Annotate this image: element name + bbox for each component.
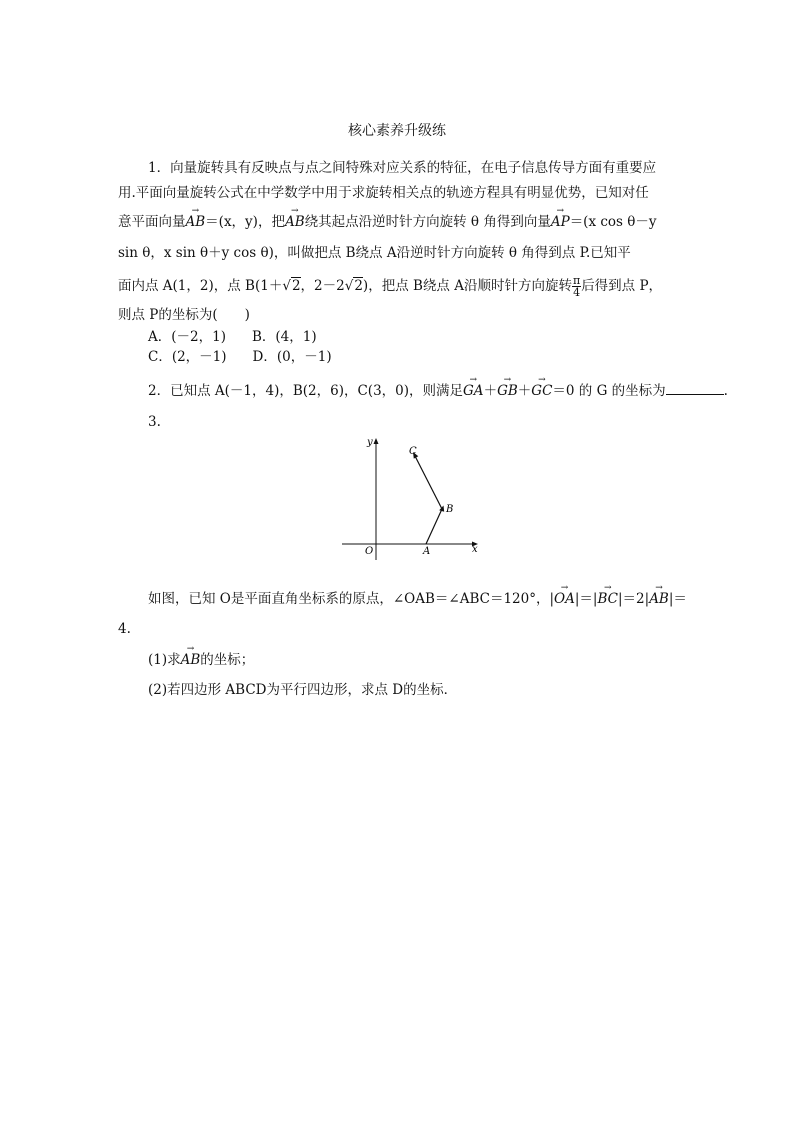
label-x: x (472, 544, 478, 555)
q3-sub1-b: 的坐标； (200, 652, 255, 668)
q3-number: 3. (148, 414, 161, 430)
q1-line3 (118, 212, 678, 232)
q2-plus-2: ＋ (517, 383, 532, 399)
vector-ab-sub1: → AB (181, 650, 201, 670)
page-title: 核心素养升级练 (348, 123, 446, 139)
q3-sub1 (148, 650, 708, 670)
vector-ga: → GA (463, 381, 484, 401)
q1-line3-d: ＝(x cos θ－y (569, 214, 657, 230)
y-axis-arrow (374, 438, 379, 444)
vector-gc: → GC (531, 381, 552, 401)
vector-ab-2: → AB (285, 212, 305, 232)
sqrt-2: 2 (291, 278, 301, 294)
q3-line1-a: 如图，已知 O是平面直角坐标系的原点，∠OAB＝∠ABC＝120°，| (148, 591, 555, 607)
q2-text-b: ＝0 的 G 的坐标为 (552, 383, 666, 399)
q1-line5-a: 面内点 A(1，2)，点 B(1＋ (118, 278, 283, 294)
fraction-pi-over-4 (572, 275, 581, 298)
q1-line5-c: )，把点 B绕点 A沿顺时针方向旋转 (362, 278, 572, 294)
vector-oa: → OA (554, 589, 575, 609)
segment-ab (426, 509, 442, 544)
vector-ab: → AB (186, 212, 206, 232)
q1-line3-a: 意平面向量 (118, 214, 186, 230)
vector-gb: → GB (497, 381, 518, 401)
vector-ab-q3: → AB (649, 589, 669, 609)
label-c: C (409, 446, 417, 457)
q2-text (148, 381, 728, 401)
q2-text-a: 2．已知点 A(－1，4)，B(2，6)，C(3，0)，则满足 (148, 383, 464, 399)
option-b: B．(4，1) (251, 329, 317, 345)
q3-line1-b: |＝| (574, 591, 598, 607)
q1-line1: 1．向量旋转具有反映点与点之间特殊对应关系的特征，在电子信息传导方面有重要应 (148, 160, 657, 176)
q2-plus-1: ＋ (483, 383, 498, 399)
segment-bc (415, 456, 442, 509)
option-c: C．(2，－1) (148, 349, 227, 365)
coordinate-figure (338, 432, 488, 562)
q1-line5: 面内点 A(1，2)，点 B(1＋√2，2－2√2)，把点 B绕点 A沿顺时针方向旋转 $\frac{\pi}{4}$ 后得到点 P， (118, 274, 663, 299)
q1-line3-b: ＝(x，y)，把 (205, 214, 285, 230)
q3-line1-d: |＝ (668, 591, 687, 607)
label-o: O (365, 546, 374, 557)
q3-line1 (148, 589, 708, 609)
q1-line6: 则点 P的坐标为( ) (118, 307, 250, 323)
q1-options-row1 (148, 327, 708, 347)
q1-line4: sin θ，x sin θ＋y cos θ)，叫做把点 B绕点 A沿逆时针方向旋转 θ 角得到点 P.已知平 (118, 245, 631, 261)
vector-ap: → AP (551, 212, 570, 232)
vector-bc: → BC (597, 589, 618, 609)
q3-line2: 4. (118, 621, 131, 637)
label-a: A (423, 546, 431, 557)
fraction-numerator: π (572, 274, 581, 287)
sqrt-2-b: 2 (354, 278, 363, 294)
q1-line2: 用.平面向量旋转公式在中学数学中用于求旋转相关点的轨迹方程具有明显优势，已知对任 (118, 185, 649, 201)
label-y: y (367, 437, 373, 448)
q1-options-row2 (148, 347, 708, 367)
label-b: B (446, 504, 454, 515)
q1-line3-c: 绕其起点沿逆时针方向旋转 θ 角得到向量 (304, 214, 551, 230)
q1-line5-b: ，2－2 (300, 278, 345, 294)
option-a: A．(－2，1) (148, 329, 226, 345)
q2-end: . (723, 383, 728, 399)
q3-line1-c: |＝2| (618, 591, 650, 607)
answer-blank (666, 382, 724, 395)
option-d: D．(0，－1) (252, 349, 332, 365)
fraction-denominator: 4 (573, 286, 581, 299)
q3-sub1-a: (1)求 (148, 652, 181, 668)
q3-sub2: (2)若四边形 ABCD为平行四边形，求点 D的坐标． (148, 682, 458, 698)
q1-line5-d: 后得到点 P， (581, 278, 663, 294)
